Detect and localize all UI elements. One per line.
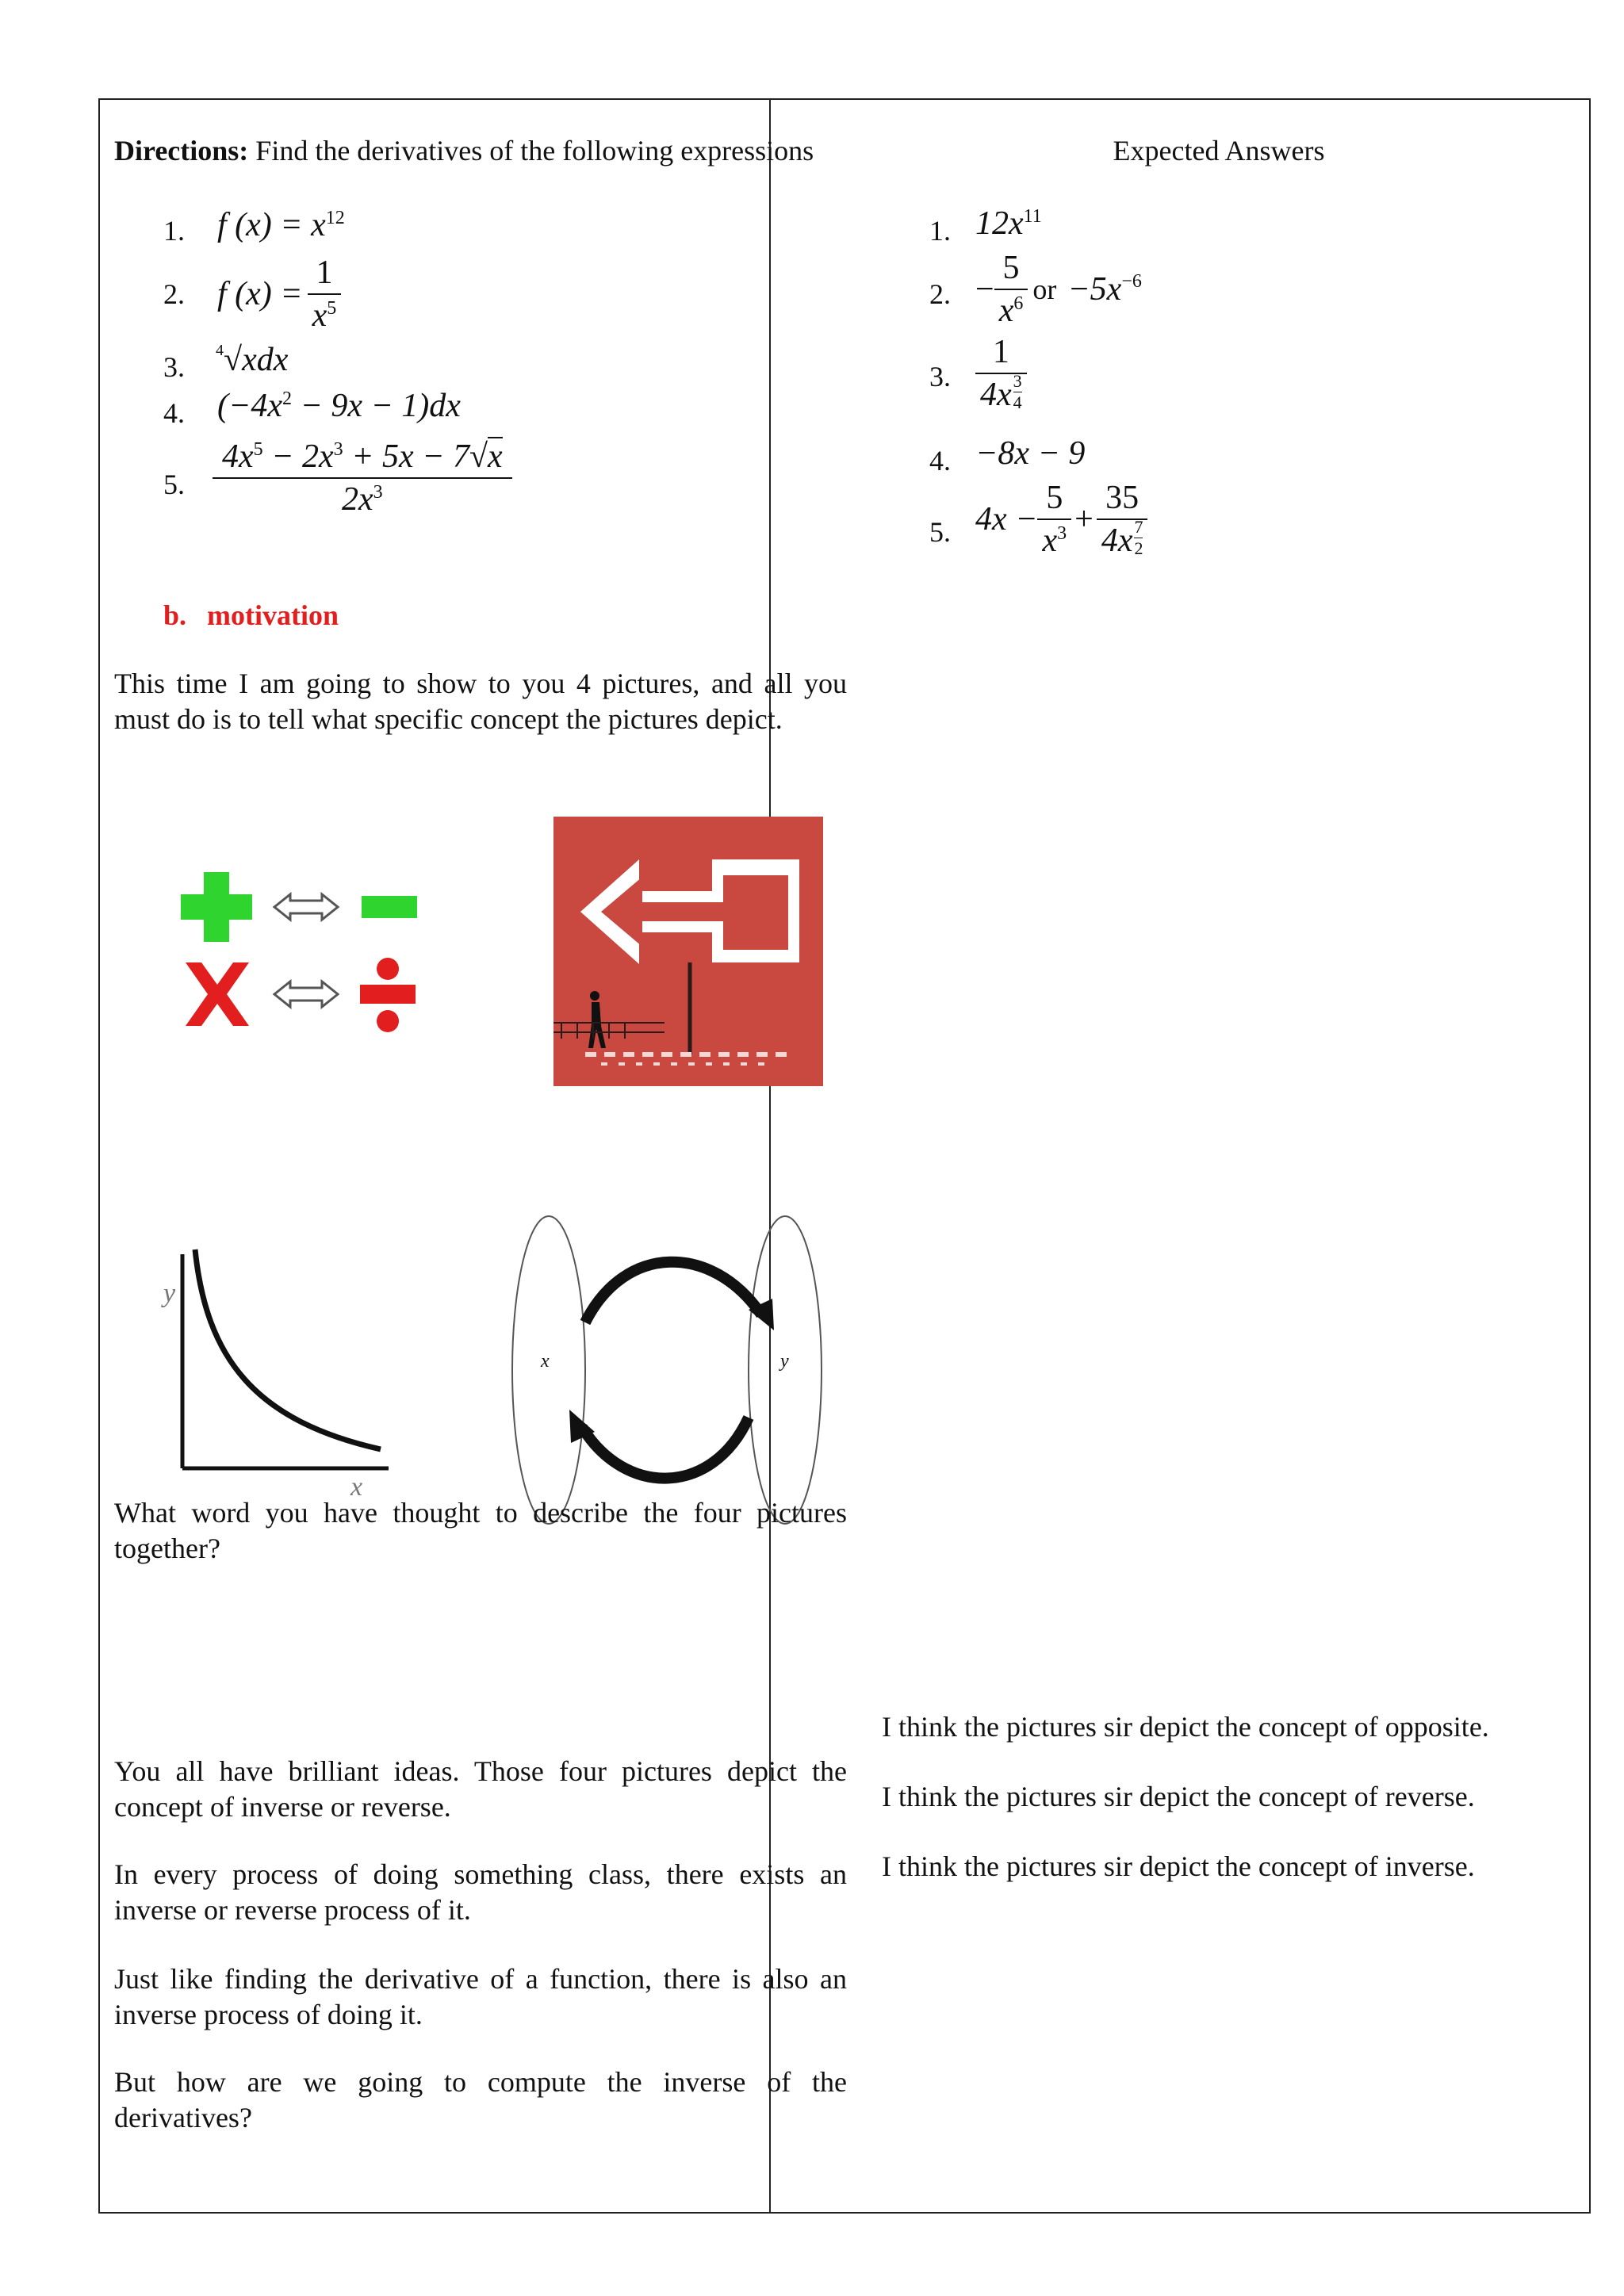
directions-line bbox=[114, 133, 852, 169]
question-5-number: 5. bbox=[163, 469, 185, 500]
multiply-sign-icon bbox=[186, 962, 249, 1026]
answer-2-expression: − $\frac{5}{x^6}$ or −5x $^{-6}$ bbox=[975, 250, 1142, 329]
graph-x-label: x bbox=[350, 1472, 363, 1500]
response-reverse: I think the pictures sir depict the concept of reverse. bbox=[882, 1781, 1475, 1812]
double-arrow-icon bbox=[274, 894, 338, 920]
answer-5-expression: 4x − $\frac{5}{x^3}$ + 35 4x $\frac{7}{2}$ bbox=[975, 479, 1147, 560]
intro-paragraph: This time I am going to show to you 4 pictures, and all you must do is to tell what specific concept the pictures depict. bbox=[114, 668, 847, 735]
question-3-number: 3. bbox=[163, 351, 185, 383]
response-opposite: I think the pictures sir depict the concept of opposite. bbox=[882, 1711, 1489, 1743]
plus-sign-icon bbox=[181, 872, 252, 942]
answer-4-expression: −8x − 9 bbox=[975, 435, 1086, 472]
question-paragraph: What word you have thought to describe the four pictures together? bbox=[114, 1497, 847, 1564]
directions-text: Find the derivatives of the following expressions bbox=[248, 135, 814, 166]
question-4-expression: $(-4x^2 - 9x - 1)dx$ bbox=[217, 388, 461, 424]
question-2-number: 2. bbox=[163, 278, 185, 310]
question-3-expression: $^4$√xdx bbox=[216, 342, 289, 378]
answer-3-number: 3. bbox=[929, 361, 951, 392]
backward-arrow-icon bbox=[582, 1418, 749, 1479]
expected-answers-column bbox=[882, 98, 1572, 2214]
motivation-heading: b. motivation bbox=[163, 599, 339, 631]
question-1-number: 1. bbox=[163, 215, 185, 247]
divide-sign-icon bbox=[360, 958, 416, 1032]
how-paragraph: But how are we going to compute the inverse of the derivatives? bbox=[114, 2066, 847, 2133]
response-inverse: I think the pictures sir depict the concept of inverse. bbox=[882, 1850, 1475, 1882]
process-paragraph: In every process of doing something class, there exists an inverse or reverse process of it. bbox=[114, 1858, 847, 1926]
answer-3-expression: 1 4x $\frac{3}{4}$ bbox=[975, 333, 1027, 414]
domain-x-label: x bbox=[541, 1351, 550, 1372]
inverse-curve-graph bbox=[151, 1230, 396, 1500]
question-5-expression: $\frac{4x^5 - 2x^3 + 5x - 7√x}{2x^3}$ bbox=[217, 438, 508, 519]
inverse-curve bbox=[195, 1249, 381, 1449]
answer-2-number: 2. bbox=[929, 278, 951, 310]
reverse-sign-picture bbox=[553, 817, 823, 1086]
expected-answers-title: Expected Answers bbox=[1113, 135, 1325, 166]
answer-1-expression: $12x^{11}$ bbox=[975, 205, 1042, 242]
directions-label: Directions: bbox=[114, 135, 249, 166]
inverse-mapping-diagram bbox=[506, 1211, 831, 1544]
minus-sign-icon bbox=[362, 896, 417, 918]
graph-y-label: y bbox=[163, 1279, 176, 1308]
question-4-number: 4. bbox=[163, 397, 185, 429]
answer-1-number: 1. bbox=[929, 215, 951, 247]
answer-4-number: 4. bbox=[929, 445, 951, 476]
double-arrow-icon bbox=[274, 982, 338, 1007]
teacher-activity-column bbox=[114, 98, 856, 2214]
forward-arrow-icon bbox=[585, 1262, 761, 1322]
question-2-expression: f (x) = $\frac{1}{x^5}$ bbox=[217, 254, 341, 335]
derivative-paragraph: Just like finding the derivative of a function, there is also an inverse process of doing it. bbox=[114, 1963, 847, 2030]
brilliant-paragraph: You all have brilliant ideas. Those four pictures depict the concept of inverse or reverse. bbox=[114, 1755, 847, 1823]
range-y-label: y bbox=[780, 1351, 789, 1372]
operations-inverse-picture bbox=[179, 859, 528, 1066]
question-1-expression: f $(x) = x^{12}$ bbox=[217, 207, 345, 243]
answer-5-number: 5. bbox=[929, 516, 951, 548]
